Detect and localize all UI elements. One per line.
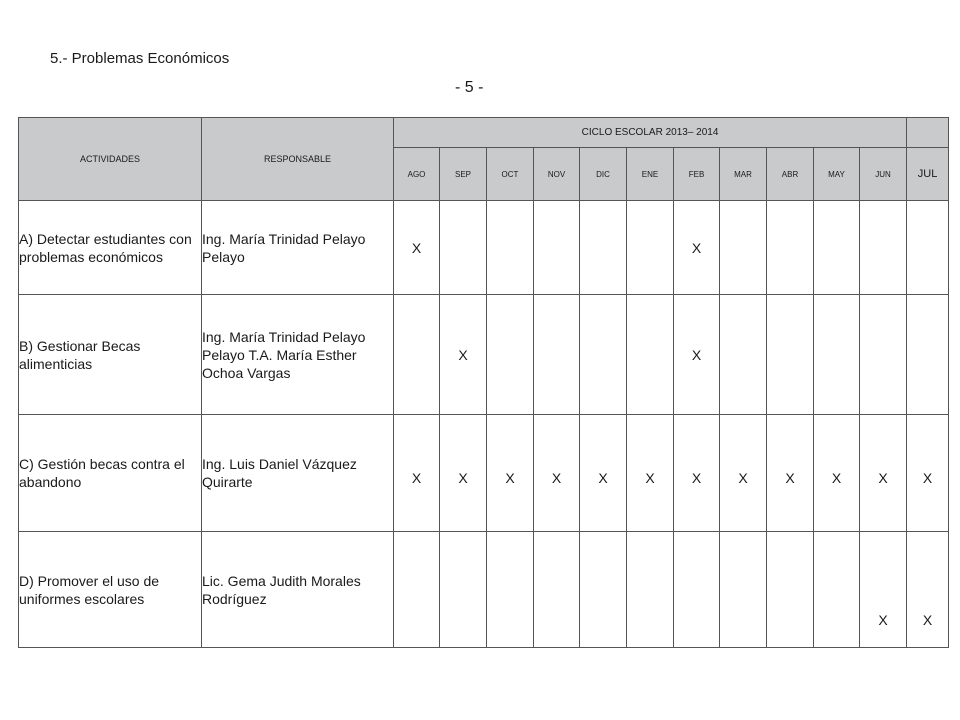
mark-cell: [720, 295, 767, 415]
mark-cell: X: [907, 415, 949, 532]
month-ago: AGO: [394, 148, 440, 201]
mark-cell: [487, 201, 534, 295]
month-jun: JUN: [860, 148, 907, 201]
mark-cell: [907, 201, 949, 295]
activity-cell: C) Gestión becas contra el abandono: [19, 415, 202, 532]
mark-cell: [767, 532, 814, 648]
table-row: [19, 295, 949, 415]
table-row: [19, 201, 949, 295]
mark-cell: [907, 295, 949, 415]
header-cycle: CICLO ESCOLAR 2013– 2014: [394, 118, 907, 148]
header-responsible: RESPONSABLE: [202, 118, 394, 201]
mark-cell: [767, 295, 814, 415]
mark-cell: [627, 295, 674, 415]
mark-cell: [580, 532, 627, 648]
header-cycle-blank: [907, 118, 949, 148]
mark-cell: [487, 295, 534, 415]
month-oct: OCT: [487, 148, 534, 201]
mark-cell: X: [720, 415, 767, 532]
mark-cell: [394, 295, 440, 415]
mark-cell: X: [440, 415, 487, 532]
mark-cell: X: [440, 295, 487, 415]
mark-cell: [860, 295, 907, 415]
mark-cell: X: [860, 532, 907, 648]
mark-cell: [814, 295, 860, 415]
mark-cell: [534, 295, 580, 415]
month-dic: DIC: [580, 148, 627, 201]
mark-cell: [860, 201, 907, 295]
month-sep: SEP: [440, 148, 487, 201]
mark-cell: X: [814, 415, 860, 532]
header-row-cycle: [19, 118, 949, 148]
mark-cell: X: [534, 415, 580, 532]
mark-cell: X: [394, 415, 440, 532]
mark-cell: X: [674, 415, 720, 532]
month-feb: FEB: [674, 148, 720, 201]
mark-cell: X: [394, 201, 440, 295]
mark-cell: [440, 532, 487, 648]
mark-cell: [534, 532, 580, 648]
mark-cell: X: [767, 415, 814, 532]
month-nov: NOV: [534, 148, 580, 201]
mark-cell: [720, 201, 767, 295]
mark-cell: [440, 201, 487, 295]
mark-cell: [814, 532, 860, 648]
mark-cell: X: [907, 532, 949, 648]
responsible-cell: Ing. María Trinidad Pelayo Pelayo T.A. María Esther Ochoa Vargas: [202, 295, 394, 415]
month-jul: JUL: [907, 148, 949, 201]
month-may: MAY: [814, 148, 860, 201]
mark-cell: X: [487, 415, 534, 532]
mark-cell: X: [674, 201, 720, 295]
mark-cell: [534, 201, 580, 295]
mark-cell: X: [627, 415, 674, 532]
mark-cell: X: [674, 295, 720, 415]
table-row: [19, 532, 949, 648]
mark-cell: [767, 201, 814, 295]
mark-cell: [720, 532, 767, 648]
page-heading: 5.- Problemas Económicos: [50, 50, 230, 67]
month-ene: ENE: [627, 148, 674, 201]
mark-cell: X: [580, 415, 627, 532]
responsible-cell: Lic. Gema Judith Morales Rodríguez: [202, 532, 394, 648]
month-mar: MAR: [720, 148, 767, 201]
responsible-cell: Ing. Luis Daniel Vázquez Quirarte: [202, 415, 394, 532]
mark-cell: [674, 532, 720, 648]
mark-cell: [580, 295, 627, 415]
month-abr: ABR: [767, 148, 814, 201]
activity-cell: A) Detectar estudiantes con problemas económicos: [19, 201, 202, 295]
activity-cell: D) Promover el uso de uniformes escolares: [19, 532, 202, 648]
activity-cell: B) Gestionar Becas alimenticias: [19, 295, 202, 415]
mark-cell: [627, 201, 674, 295]
schedule-table: [18, 117, 949, 648]
mark-cell: X: [860, 415, 907, 532]
page-number: - 5 -: [455, 79, 484, 96]
mark-cell: [814, 201, 860, 295]
mark-cell: [394, 532, 440, 648]
responsible-cell: Ing. María Trinidad Pelayo Pelayo: [202, 201, 394, 295]
table-row: [19, 415, 949, 532]
mark-cell: [487, 532, 534, 648]
header-activities: ACTIVIDADES: [19, 118, 202, 201]
mark-cell: [627, 532, 674, 648]
mark-cell: [580, 201, 627, 295]
